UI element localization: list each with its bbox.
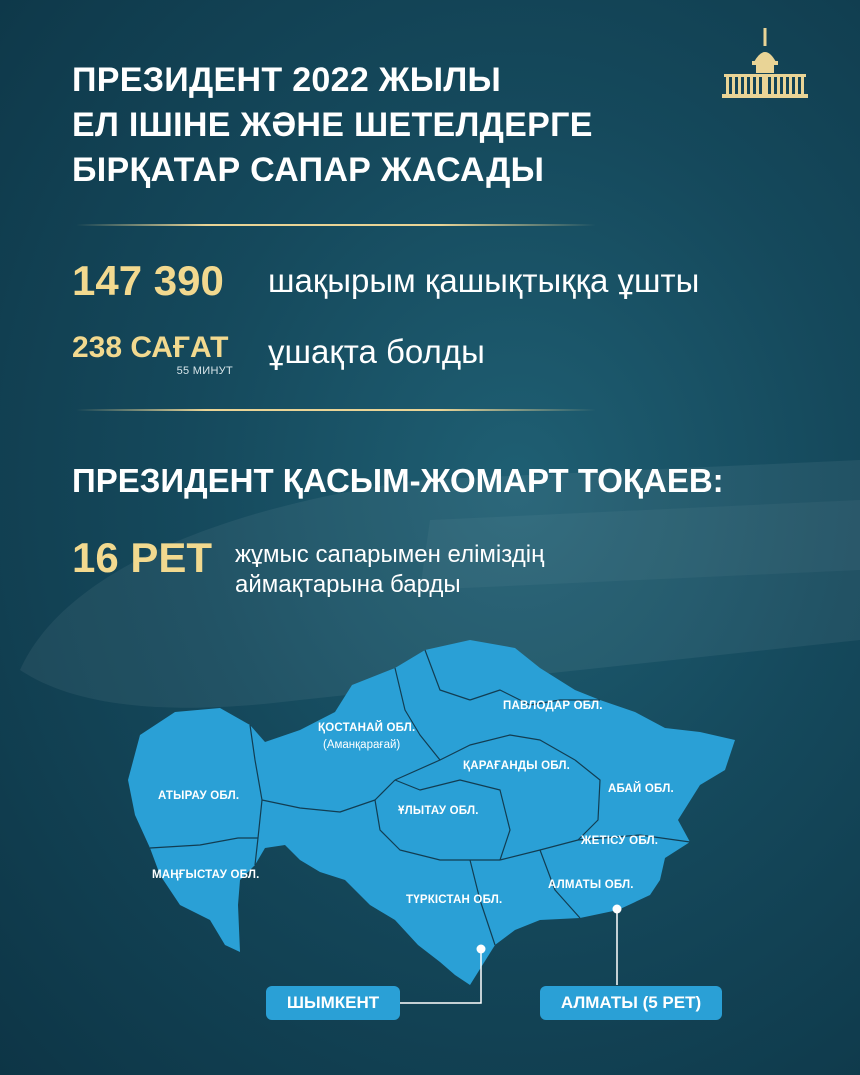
region-kostanay: ҚОСТАНАЙ ОБЛ. [318, 722, 416, 734]
city-badge-shymkent: ШЫМКЕНТ [266, 986, 400, 1020]
region-almaty: АЛМАТЫ ОБЛ. [548, 879, 634, 891]
visits-text-line-2: аймақтарына барды [235, 571, 461, 598]
region-kostanay-sub: (Аманқарағай) [323, 739, 401, 751]
hours-value: 238 САҒАТ [72, 331, 229, 364]
shymkent-marker [477, 945, 486, 954]
minutes-value: 55 МИНУТ [176, 365, 233, 377]
region-ulytau: ҰЛЫТАУ ОБЛ. [398, 805, 479, 817]
title-line-3: БІРҚАТАР САПАР ЖАСАДЫ [72, 151, 545, 189]
distance-value: 147 390 [72, 257, 224, 304]
visits-text-line-1: жұмыс сапарымен еліміздің [235, 541, 545, 568]
region-pavlodar: ПАВЛОДАР ОБЛ. [503, 700, 603, 712]
city-badge-almaty: АЛМАТЫ (5 РЕТ) [540, 986, 722, 1020]
title-line-1: ПРЕЗИДЕНТ 2022 ЖЫЛЫ [72, 61, 502, 99]
hours-text: ұшақта болды [268, 333, 485, 370]
title-line-2: ЕЛ ІШІНЕ ЖӘНЕ ШЕТЕЛДЕРГЕ [72, 106, 593, 144]
region-abai: АБАЙ ОБЛ. [608, 783, 674, 795]
distance-text: шақырым қашықтыққа ұшты [268, 262, 700, 299]
region-atyrau: АТЫРАУ ОБЛ. [158, 790, 240, 802]
president-heading: ПРЕЗИДЕНТ ҚАСЫМ-ЖОМАРТ ТОҚАЕВ: [72, 462, 724, 499]
almaty-marker [613, 905, 622, 914]
region-turkistan: ТҮРКІСТАН ОБЛ. [406, 894, 503, 906]
region-zhetisu: ЖЕТІСУ ОБЛ. [581, 835, 659, 847]
region-mangystau: МАҢҒЫСТАУ ОБЛ. [152, 869, 260, 881]
visits-count: 16 РЕТ [72, 534, 213, 581]
region-karaganda: ҚАРАҒАНДЫ ОБЛ. [463, 760, 571, 772]
